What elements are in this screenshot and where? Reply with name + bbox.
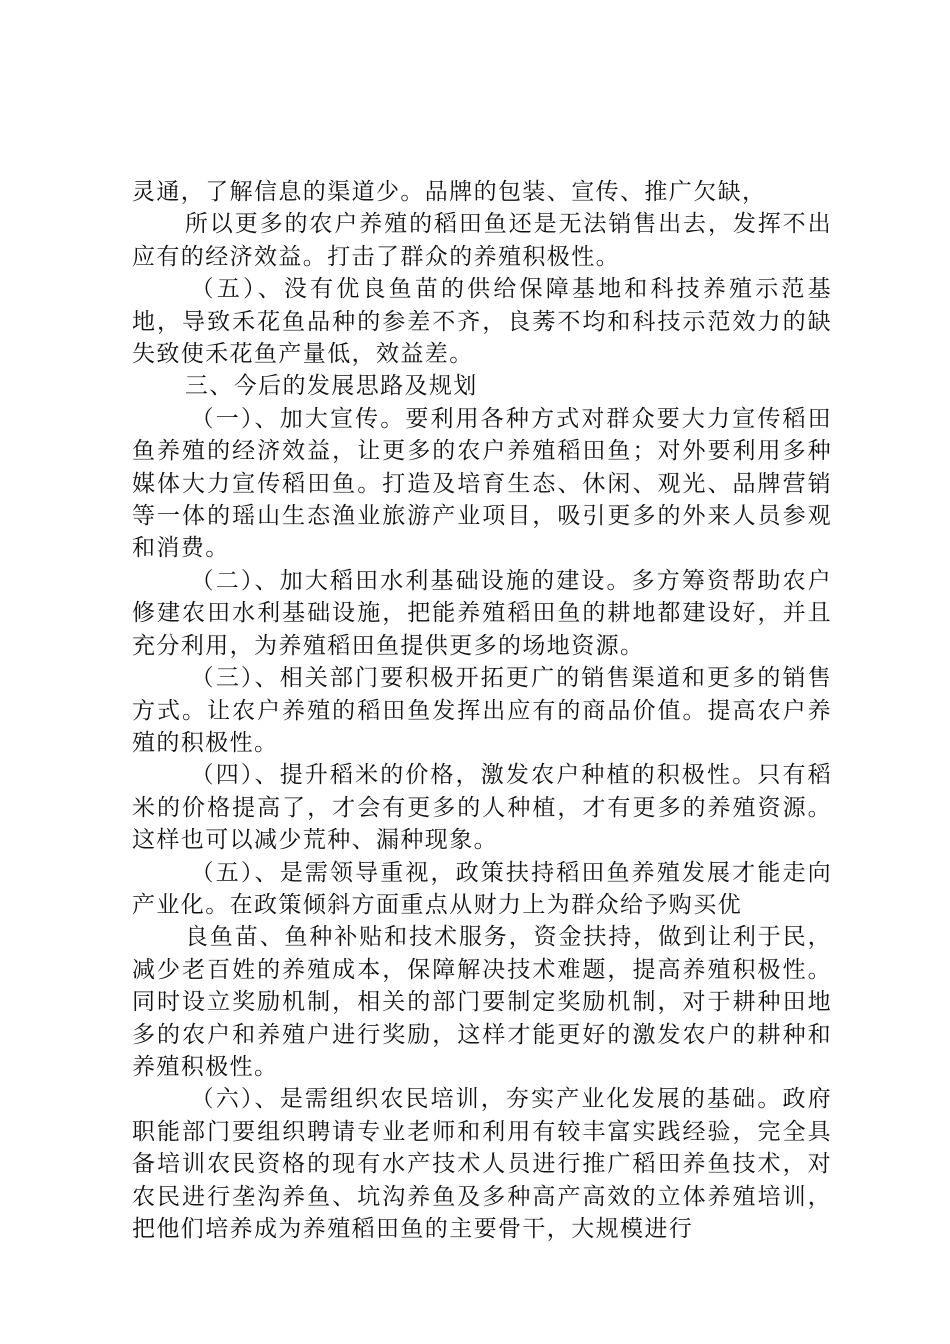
paragraph-6: （二）、加大稻田水利基础设施的建设。多方筹资帮助农户修建农田水利基础设施，把能养殖稻田鱼的耕地都建设好，并且充分利用，为养殖稻田鱼提供更多的场地资源。	[132, 567, 832, 659]
paragraph-1: 灵通，了解信息的渠道少。品牌的包装、宣传、推广欠缺，	[132, 179, 767, 205]
paragraph-3: （五）、没有优良鱼苗的供给保障基地和科技养殖示范基地，导致禾花鱼品种的参差不齐，良莠不均和科技示范效力的缺失致使禾花鱼产量低，效益差。	[132, 276, 832, 368]
paragraph-7: （三）、相关部门要积极开拓更广的销售渠道和更多的销售方式。让农户养殖的稻田鱼发挥出应有的商品价值。提高农户养殖的积极性。	[132, 665, 832, 756]
document-page	[132, 176, 832, 1245]
paragraph-9: （五）、是需领导重视，政策扶持稻田鱼养殖发展才能走向产业化。在政策倾斜方面重点从财力上为群众给予购买优	[132, 859, 832, 918]
paragraph-5: （一）、加大宣传。要利用各种方式对群众要大力宣传稻田鱼养殖的经济效益，让更多的农户养殖稻田鱼；对外要利用多种媒体大力宣传稻田鱼。打造及培育生态、休闲、观光、品牌营销等一体的瑶山生态渔业旅游产业项目，吸引更多的外来人员参观和消费。	[132, 405, 832, 562]
paragraph-10: 良鱼苗、鱼种补贴和技术服务，资金扶持，做到让利于民，减少老百姓的养殖成本，保障解决技术难题，提高养殖积极性。同时设立奖励机制，相关的部门要制定奖励机制，对于耕种田地多的农户和养殖户进行奖励，这样才能更好的激发农户的耕种和养殖积极性。	[132, 924, 832, 1080]
paragraph-2: 所以更多的农户养殖的稻田鱼还是无法销售出去，发挥不出应有的经济效益。打击了群众的养殖积极性。	[132, 211, 832, 270]
paragraph-11: （六）、是需组织农民培训，夯实产业化发展的基础。政府职能部门要组织聘请专业老师和利用有较丰富实践经验，完全具备培训农民资格的现有水产技术人员进行推广稻田养鱼技术，对农民进行垄沟养鱼、坑沟养鱼及多种高产高效的立体养殖培训，把他们培养成为养殖稻田鱼的主要骨干，大规模进行	[132, 1086, 832, 1242]
section-heading: 三、今后的发展思路及规划	[184, 373, 478, 400]
paragraph-8: （四）、提升稻米的价格，激发农户种植的积极性。只有稻米的价格提高了，才会有更多的人种植，才有更多的养殖资源。这样也可以减少荒种、漏种现象。	[132, 762, 832, 854]
